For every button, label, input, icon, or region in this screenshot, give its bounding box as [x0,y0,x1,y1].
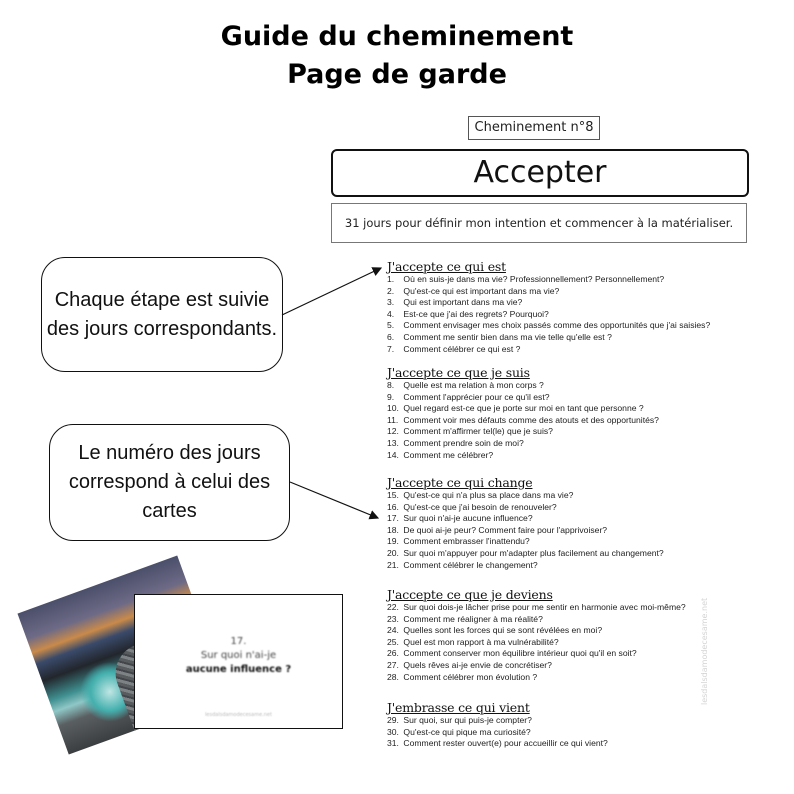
item-number: 2. [387,285,395,296]
item-text: Est-ce que j'ai des regrets? Pourquoi? [403,308,549,319]
item-text: Qu'est-ce qui pique ma curiosité? [403,726,531,737]
list-item [387,738,608,750]
theme-subtitle: 31 jours pour définir mon intention et commencer à la matérialiser. [331,203,747,243]
item-number: 22. [387,602,399,612]
item-text: Sur quoi m'appuyer pour m'adapter plus facilement au changement? [403,547,664,558]
item-text: Quels rêves ai-je envie de concrétiser? [403,659,552,670]
theme-title: Accepter [331,149,749,197]
watermark: lesdalsdamodecesame.net [700,597,709,705]
section-accepte-ce-que-je-deviens [387,587,686,683]
item-text: Comment célébrer le changement? [403,559,538,570]
item-text: Comment me sentir bien dans ma vie telle qu'elle est ? [403,331,612,342]
list-item [387,392,659,404]
section-title: J'accepte ce que je suis [387,365,530,380]
item-number: 8. [387,380,395,390]
item-text: Sur quoi n'ai-je aucune influence? [403,513,533,524]
item-number: 30. [387,726,399,737]
item-number: 16. [387,501,399,512]
item-text: Comment me réaligner à ma réalité? [403,613,543,624]
item-text: Quel est mon rapport à ma vulnérabilité? [403,636,559,647]
list-item [387,332,710,344]
item-number: 28. [387,671,399,682]
item-text: De quoi ai-je peur? Comment faire pour l'apprivoiser? [403,524,608,535]
item-text: Où en suis-je dans ma vie? Professionnellement? Personnellement? [403,274,665,284]
item-text: Quel regard est-ce que je porte sur moi en tant que personne ? [403,403,644,414]
item-text: Sur quoi dois-je lâcher prise pour me sentir en harmonie avec moi-même? [403,602,686,612]
list-item [387,660,686,672]
page-title [0,18,794,94]
list-item [387,637,686,649]
list-item [387,403,659,415]
section-embrasse-ce-qui-vient [387,700,608,750]
item-text: Quelles sont les forces qui se sont révélées en moi? [403,625,603,636]
list-item [387,672,686,684]
list-item [387,450,659,462]
item-number: 29. [387,715,399,725]
list-item [387,309,710,321]
list-item [387,727,608,739]
list-item [387,490,664,502]
callout-steps [41,257,283,372]
list-item [387,536,664,548]
arrow-to-day-17 [290,482,378,518]
section-accepte-ce-que-je-suis [387,365,659,461]
cheminement-number-badge: Cheminement n°8 [468,116,600,140]
item-text: Comment l'apprécier pour ce qu'il est? [403,391,550,402]
item-text: Comment me célébrer? [403,449,494,460]
item-text: Comment embrasser l'inattendu? [403,536,530,547]
item-number: 10. [387,403,399,414]
callout-steps-text: Chaque étape est suivie des jours correspondants. [46,288,278,340]
item-text: Comment célébrer ce qui est ? [403,343,521,354]
list-item [387,320,710,332]
item-number: 23. [387,613,399,624]
item-number: 4. [387,308,395,319]
title-line-2: Page de garde [287,59,507,90]
item-number: 24. [387,625,399,636]
item-number: 7. [387,343,395,354]
list-item [387,286,710,298]
list-item [387,648,686,660]
section-items [387,274,710,355]
list-item [387,560,664,572]
item-text: Qu'est-ce qui n'a plus sa place dans ma vie? [403,490,574,500]
list-item [387,344,710,356]
item-number: 1. [387,274,395,284]
item-number: 3. [387,297,395,308]
list-item [387,614,686,626]
list-item [387,525,664,537]
section-title: J'accepte ce qui est [387,259,506,274]
item-text: Qui est important dans ma vie? [403,297,523,308]
section-accepte-ce-qui-est [387,259,710,355]
list-item [387,438,659,450]
item-text: Comment rester ouvert(e) pour accueillir ce qui vient? [403,738,608,749]
item-text: Quelle est ma relation à mon corps ? [403,380,544,390]
item-text: Comment m'affirmer tel(le) que je suis? [403,426,553,437]
list-item [387,274,710,286]
list-item [387,297,710,309]
card-text [135,635,342,677]
callout-card-numbers-text: Le numéro des jours correspond à celui des cartes [68,442,271,522]
item-number: 14. [387,449,399,460]
list-item [387,426,659,438]
section-items [387,715,608,750]
section-items [387,380,659,461]
section-title: J'accepte ce que je deviens [387,587,553,602]
item-number: 20. [387,547,399,558]
item-text: Comment prendre soin de moi? [403,437,524,448]
section-title: J'accepte ce qui change [387,475,533,490]
item-text: Qu'est-ce que j'ai besoin de renouveler? [403,501,557,512]
section-title: J'embrasse ce qui vient [387,700,530,715]
item-number: 26. [387,648,399,659]
item-number: 5. [387,320,395,331]
item-number: 25. [387,636,399,647]
card-footer: lesdalsdamodecesame.net [205,712,272,718]
item-number: 31. [387,738,399,749]
card-line-2: aucune influence ? [185,664,292,675]
item-number: 15. [387,490,399,500]
item-number: 19. [387,536,399,547]
item-text: Comment célébrer mon évolution ? [403,671,538,682]
item-number: 11. [387,414,399,425]
list-item [387,380,659,392]
question-card [134,594,343,729]
card-number: 17. [230,636,247,647]
list-item [387,415,659,427]
list-item [387,548,664,560]
item-number: 27. [387,659,399,670]
item-number: 12. [387,426,399,437]
item-text: Sur quoi, sur qui puis-je compter? [403,715,532,725]
item-number: 21. [387,559,399,570]
list-item [387,625,686,637]
list-item [387,715,608,727]
list-item [387,513,664,525]
list-item [387,502,664,514]
item-text: Comment envisager mes choix passés comme des opportunités que j'ai saisies? [403,320,711,331]
item-number: 17. [387,513,399,524]
callout-card-numbers [49,424,290,541]
arrow-to-first-section [282,268,381,315]
item-number: 9. [387,391,395,402]
item-number: 6. [387,331,395,342]
item-number: 13. [387,437,399,448]
list-item [387,602,686,614]
card-line-1: Sur quoi n'ai-je [200,650,277,661]
section-accepte-ce-qui-change [387,475,664,571]
item-number: 18. [387,524,399,535]
item-text: Comment conserver mon équilibre intérieur quoi qu'il en soit? [403,648,637,659]
item-text: Qu'est-ce qui est important dans ma vie? [403,285,560,296]
title-line-1: Guide du cheminement [220,21,574,52]
section-items [387,602,686,683]
item-text: Comment voir mes défauts comme des atouts et des opportunités? [403,414,659,425]
section-items [387,490,664,571]
